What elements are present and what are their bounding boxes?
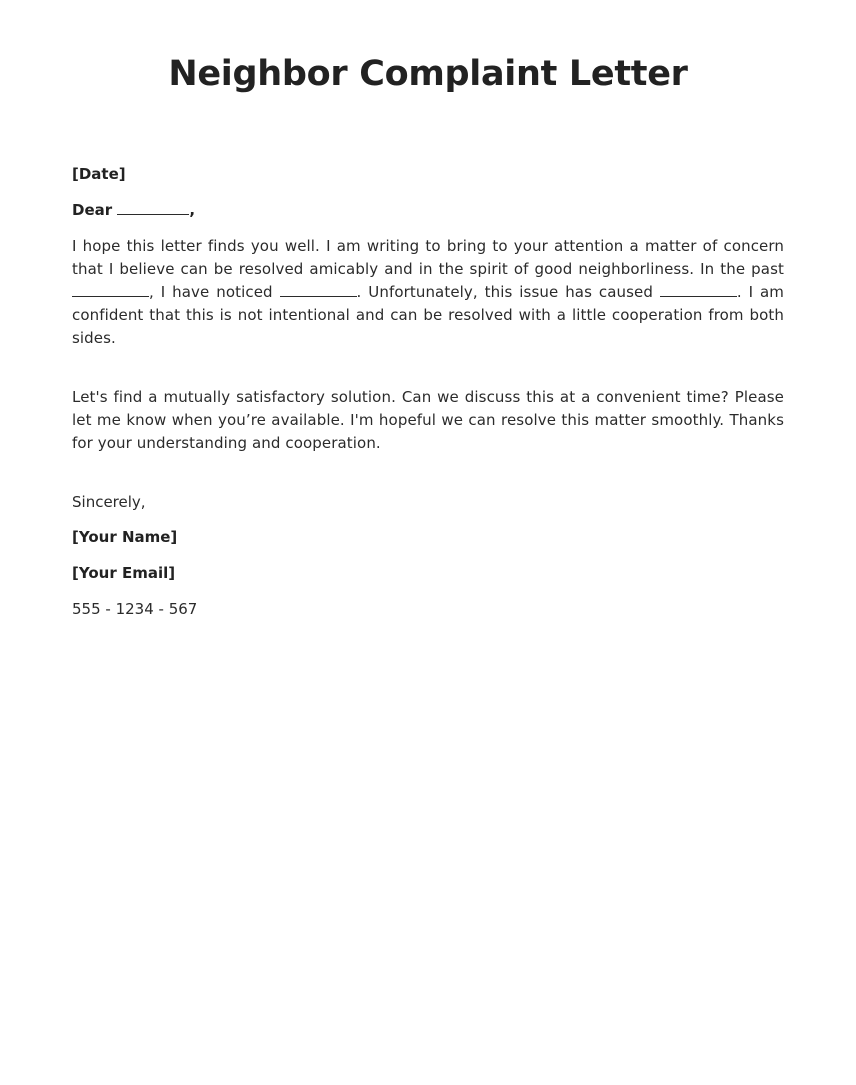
paragraph-intro-part4: . I am confident that this is not intentional and can be resolved with a little cooperation from both sides. xyxy=(72,283,784,347)
closing: Sincerely, xyxy=(72,493,146,511)
date-placeholder: [Date] xyxy=(72,165,126,183)
time-period-blank xyxy=(72,282,149,297)
impact-blank xyxy=(660,282,737,297)
salutation-comma: , xyxy=(189,201,196,219)
paragraph-request: Let's find a mutually satisfactory solution. Can we discuss this at a convenient time? Please let me know when you’re available. I'm hopeful we can resolve this matter smoothly. Thanks for your understanding and cooperation. xyxy=(72,388,784,452)
paragraph-intro-part1: I hope this letter finds you well. I am writing to bring to your attention a matter of concern that I believe can be resolved amicably and in the spirit of good neighborliness. In the past xyxy=(72,237,784,278)
email-placeholder: [Your Email] xyxy=(72,564,176,582)
issue-blank xyxy=(280,282,357,297)
phone-number: 555 - 1234 - 567 xyxy=(72,600,198,618)
name-placeholder: [Your Name] xyxy=(72,528,178,546)
document-title: Neighbor Complaint Letter xyxy=(168,54,688,94)
recipient-blank xyxy=(117,200,189,215)
paragraph-intro xyxy=(72,235,784,350)
paragraph-intro-part3: . Unfortunately, this issue has caused xyxy=(356,283,660,301)
salutation-word: Dear xyxy=(72,201,113,219)
letter-body xyxy=(72,163,784,621)
paragraph-intro-part2: , I have noticed xyxy=(149,283,280,301)
salutation xyxy=(72,199,784,222)
